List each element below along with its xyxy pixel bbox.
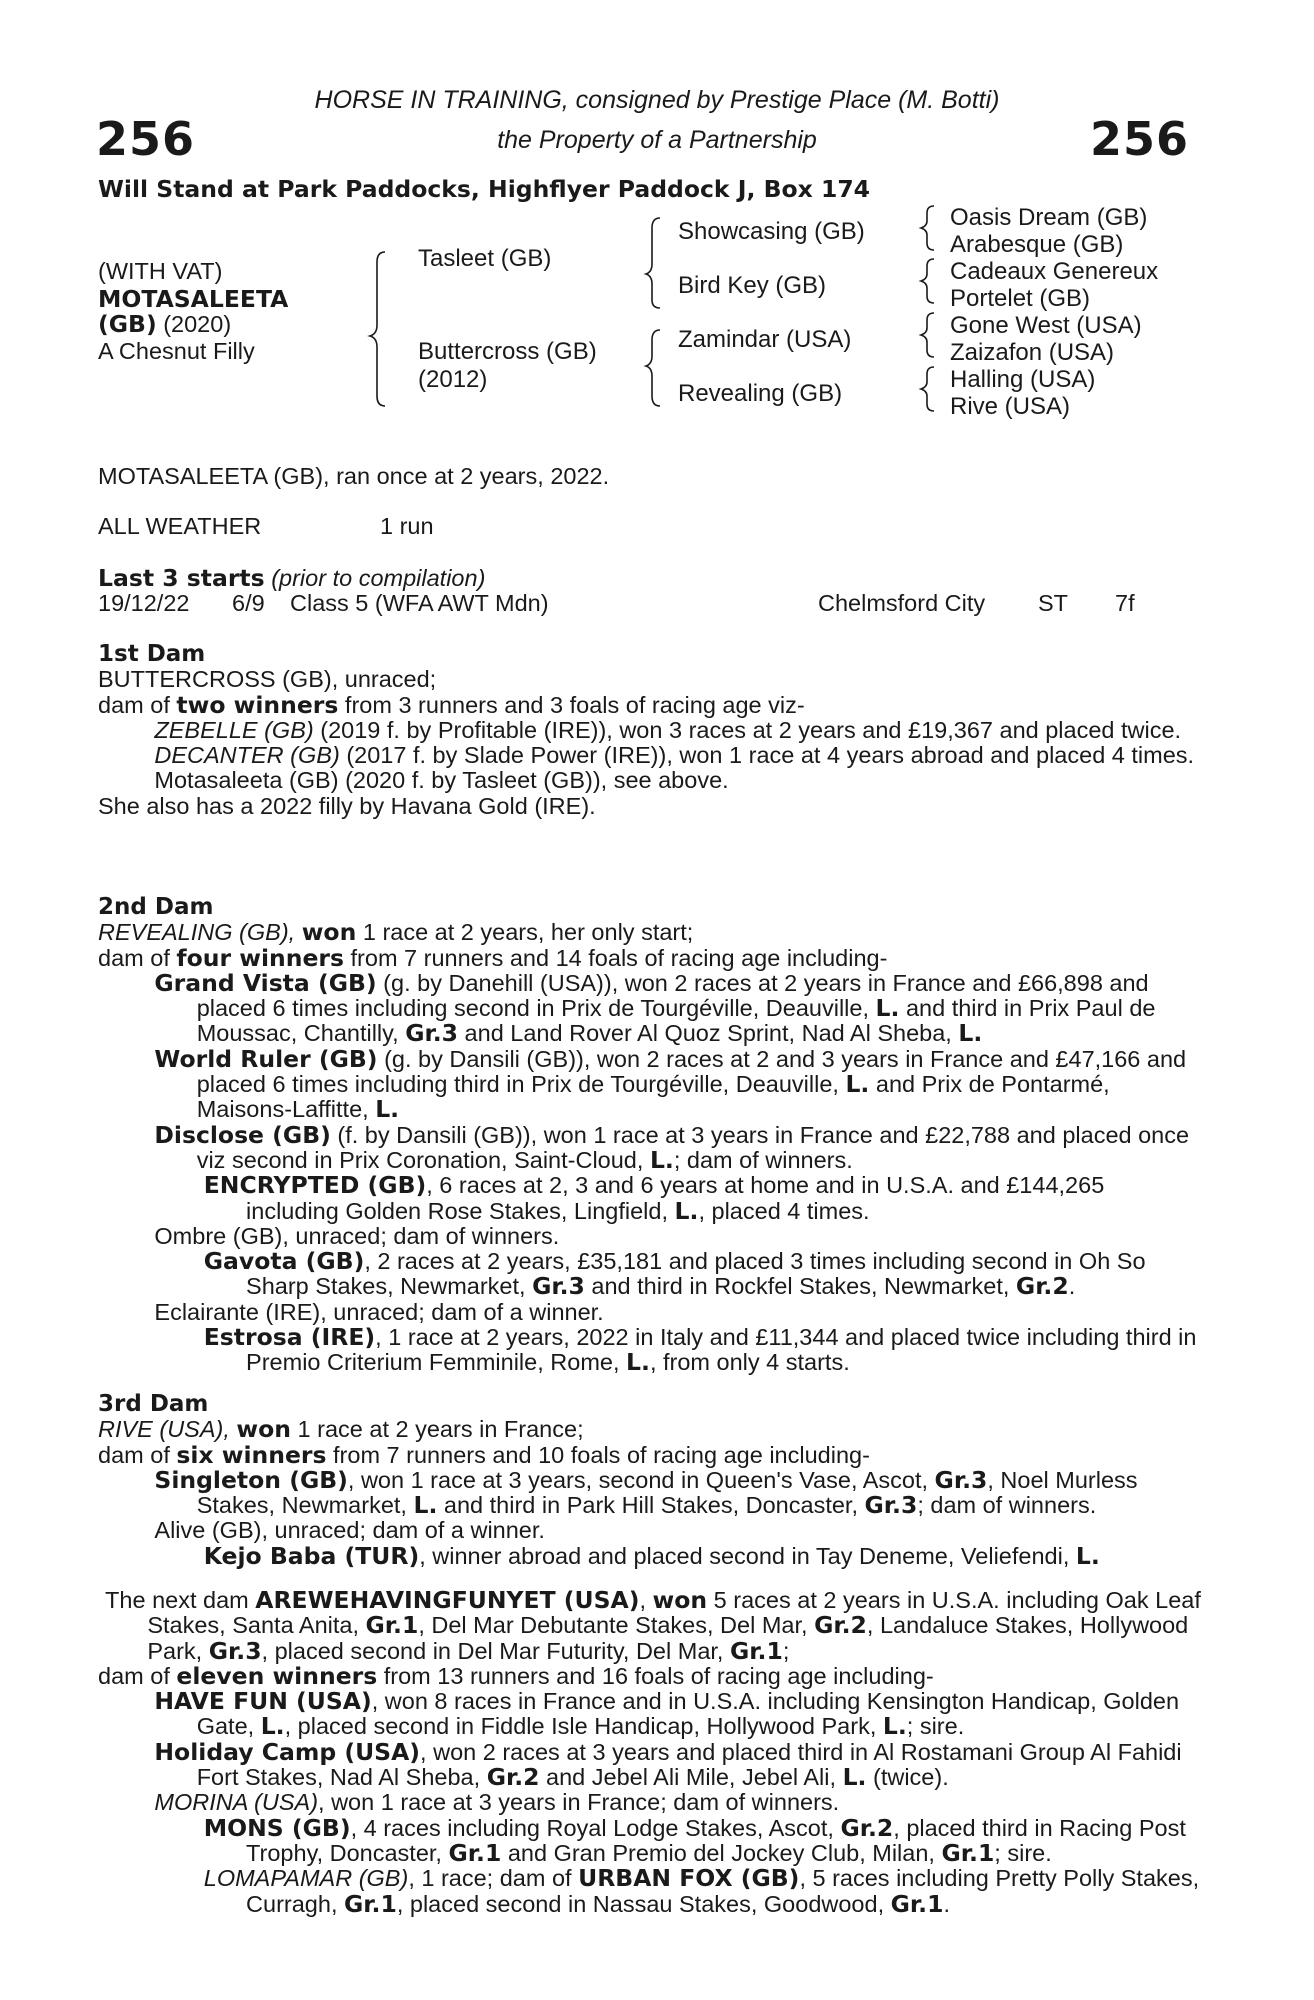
second-dam-title: 2nd Dam	[98, 894, 214, 920]
text-fragment: won	[236, 1415, 292, 1444]
text-fragment: , 6 races at 2, 3 and 6 years at home and in U.S.A. and £144,265 including Golden Rose Stakes, Lingfield,	[246, 1172, 1105, 1224]
text-fragment: AREWEHAVINGFUNYET (USA)	[255, 1586, 640, 1614]
text-fragment: Estrosa (IRE)	[203, 1323, 376, 1352]
text-fragment: , Landaluce Stakes, Hollywood Park,	[147, 1612, 1189, 1664]
text-fragment: ; dam of winners.	[917, 1492, 1097, 1519]
text-fragment: , 1 race; dam of	[408, 1865, 579, 1892]
progeny-motasaleeta: Motasaleeta (GB) (2020 f. by Tasleet (GB)), see above.	[154, 767, 729, 794]
text-fragment: L.	[875, 994, 900, 1023]
text-fragment: four winners	[176, 943, 344, 972]
second-dam-line	[98, 920, 1203, 945]
text-fragment: Gr.1	[730, 1636, 783, 1665]
horse-description: A Chesnut Filly	[98, 338, 255, 364]
pedigree-dam: Buttercross (GB)	[418, 338, 597, 365]
text-fragment: L.	[260, 1712, 285, 1741]
text-fragment: , 1 race at 2 years, 2022 in Italy and £11,344 and placed twice including third in Premio Criterium Femminile, Rome,	[246, 1324, 1197, 1376]
text-fragment: and third in Rockfel Stakes, Newmarket,	[584, 1273, 1016, 1300]
horse-country: (GB)	[98, 310, 157, 338]
text-fragment: and Prix de Pontarmé, Maisons-Laffitte,	[196, 1071, 1110, 1123]
consignor-line: HORSE IN TRAINING, consigned by Prestige Place (M. Botti)	[314, 86, 1000, 114]
third-dam-produce-line	[98, 1440, 1203, 1469]
text-fragment: dam of	[98, 944, 177, 971]
text-fragment: Gr.3	[934, 1465, 988, 1494]
surface-label: ALL WEATHER	[98, 513, 262, 539]
vat-note: (WITH VAT)	[98, 258, 223, 284]
text-fragment: , won 2 races at 3 years and placed third in Al Rostamani Group Al Fahidi Fort Stakes, Nad Al Sheba,	[196, 1738, 1182, 1791]
progeny-holiday-camp	[98, 1737, 1203, 1792]
text-fragment: and third in Park Hill Stakes, Doncaster,	[437, 1492, 865, 1519]
pedigree-g6: Zaizafon (USA)	[950, 339, 1115, 366]
second-dam-section	[98, 895, 1203, 1376]
progeny-world-ruler	[98, 1044, 1203, 1124]
start-going: ST	[1038, 590, 1069, 616]
text-fragment: Disclose (GB)	[154, 1120, 331, 1149]
pedigree-sire-sire: Showcasing (GB)	[678, 218, 865, 245]
text-fragment: Kejo Baba (TUR)	[203, 1541, 420, 1570]
text-fragment: eleven winners	[176, 1661, 378, 1690]
text-fragment: Gr.2	[486, 1763, 540, 1792]
text-fragment: and third in Prix Paul de Moussac, Chantilly,	[196, 995, 1156, 1047]
text-fragment: L.	[845, 1070, 870, 1099]
text-fragment: Gr.1	[344, 1889, 397, 1918]
text-fragment: Gavota (GB)	[203, 1247, 365, 1276]
third-dam-section	[98, 1392, 1203, 1569]
next-dam-section	[98, 1588, 1203, 1917]
text-fragment: , placed second in Del Mar Futurity, Del Mar,	[261, 1637, 730, 1664]
text-fragment: L.	[674, 1196, 699, 1225]
start-course: Chelmsford City	[818, 590, 986, 616]
text-fragment: Gr.3	[208, 1636, 262, 1665]
text-fragment: , winner abroad and placed second in Tay Deneme, Veliefendi,	[419, 1542, 1076, 1569]
text-fragment: won	[652, 1586, 708, 1614]
text-fragment: L.	[649, 1145, 674, 1174]
progeny-decanter	[98, 743, 1203, 768]
text-fragment: from 7 runners and 10 foals of racing age including-	[326, 1441, 870, 1468]
text-fragment: URBAN FOX (GB)	[578, 1864, 800, 1893]
text-fragment: Gr.2	[1015, 1272, 1069, 1301]
progeny-encrypted	[98, 1173, 1203, 1224]
text-fragment: , placed second in Fiddle Isle Handicap, Hollywood Park,	[284, 1713, 883, 1740]
text-fragment: , 5 races including Pretty Polly Stakes, Curragh,	[246, 1865, 1200, 1917]
text-fragment: and Jebel Ali Mile, Jebel Ali,	[539, 1764, 843, 1791]
text-fragment: Gr.1	[448, 1838, 502, 1867]
text-fragment: L.	[626, 1348, 650, 1377]
text-fragment: ,	[288, 919, 302, 946]
text-fragment: from 13 runners and 16 foals of racing age including-	[377, 1662, 934, 1689]
pedigree-g1: Oasis Dream (GB)	[950, 204, 1148, 231]
pedigree-g2: Arabesque (GB)	[950, 231, 1124, 258]
lot-number-left: 256	[96, 112, 196, 166]
text-fragment: six winners	[176, 1440, 327, 1469]
text-fragment: L.	[1075, 1541, 1100, 1570]
pedigree-dam-year: (2012)	[418, 366, 488, 393]
text-fragment: dam of	[98, 1441, 177, 1468]
lot-number-right: 256	[1090, 112, 1190, 166]
text-fragment: , won 1 race at 3 years, second in Queen's Vase, Ascot,	[347, 1466, 935, 1493]
text-fragment: World Ruler (GB)	[154, 1044, 378, 1073]
text-fragment: from 7 runners and 14 foals of racing age including-	[344, 944, 888, 971]
text-fragment: Gr.3	[405, 1019, 459, 1048]
text-fragment: ; dam of winners.	[673, 1146, 853, 1173]
text-fragment: Singleton (GB)	[154, 1465, 348, 1494]
text-fragment: and Land Rover Al Quoz Sprint, Nad Al Sheba,	[458, 1020, 959, 1047]
text-fragment: Grand Vista (GB)	[154, 968, 377, 997]
third-dam-title: 3rd Dam	[98, 1391, 209, 1417]
text-fragment: , placed 4 times.	[698, 1197, 870, 1224]
text-fragment: LOMAPAMAR (GB)	[203, 1865, 409, 1892]
last-starts-heading	[98, 566, 485, 592]
text-fragment: L.	[842, 1763, 867, 1792]
text-fragment: Gr.2	[814, 1611, 867, 1640]
horse-year: (2020)	[163, 311, 232, 337]
text-fragment: (2017 f. by Slade Power (IRE)), won 1 race at 4 years abroad and placed 4 times.	[339, 742, 1195, 769]
progeny-kejo-baba	[98, 1541, 1203, 1570]
pedigree-sire-dam: Bird Key (GB)	[678, 272, 827, 299]
text-fragment: Gr.2	[840, 1813, 894, 1842]
text-fragment: ; sire.	[994, 1839, 1052, 1866]
text-fragment: ,	[639, 1587, 653, 1613]
text-fragment: , Del Mar Debutante Stakes, Del Mar,	[418, 1612, 815, 1639]
text-fragment: L.	[413, 1491, 438, 1520]
progeny-have-fun	[98, 1689, 1203, 1740]
last-starts-title: Last 3 starts	[98, 564, 265, 592]
progeny-ombre: Ombre (GB), unraced; dam of winners.	[154, 1222, 560, 1249]
text-fragment: (2019 f. by Profitable (IRE)), won 3 races at 2 years and £19,367 and placed twice.	[313, 716, 1182, 743]
progeny-estrosa	[98, 1325, 1203, 1376]
progeny-grand-vista	[98, 968, 1203, 1048]
next-dam-line	[98, 1588, 1203, 1664]
first-dam-also: She also has a 2022 filly by Havana Gold (IRE).	[98, 792, 596, 819]
first-dam-line: BUTTERCROSS (GB), unraced;	[98, 666, 437, 693]
ownership-line: the Property of a Partnership	[497, 126, 817, 154]
pedigree-g8: Rive (USA)	[950, 393, 1071, 420]
start-position: 6/9	[232, 590, 265, 616]
progeny-disclose	[98, 1120, 1203, 1174]
first-dam-section	[98, 642, 1203, 819]
text-fragment: Gr.3	[532, 1272, 585, 1301]
text-fragment: Gr.1	[365, 1611, 419, 1640]
text-fragment: from 3 runners and 3 foals of racing age viz-	[338, 691, 805, 718]
text-fragment: (g. by Danehill (USA)), won 2 races at 2 years in France and £66,898 and placed 6 times including second in Prix de Tourgéville, Deauville,	[196, 969, 1149, 1022]
text-fragment: Gr.1	[941, 1838, 995, 1867]
text-fragment: 5 races at 2 years in U.S.A. including Oak Leaf Stakes, Santa Anita,	[147, 1587, 1201, 1639]
text-fragment: , 2 races at 2 years, £35,181 and placed 3 times including second in Oh So Sharp Stakes, Newmarket,	[246, 1248, 1146, 1300]
text-fragment: Gr.1	[890, 1889, 944, 1918]
text-fragment: , placed third in Racing Post Trophy, Doncaster,	[246, 1814, 1186, 1866]
progeny-singleton	[98, 1465, 1203, 1520]
text-fragment: dam of	[98, 691, 177, 718]
progeny-alive: Alive (GB), unraced; dam of a winner.	[154, 1517, 545, 1544]
progeny-mons	[98, 1813, 1203, 1867]
text-fragment: ;	[782, 1637, 790, 1664]
text-fragment: L.	[958, 1019, 983, 1048]
text-fragment: , placed second in Nassau Stakes, Goodwood,	[396, 1890, 891, 1917]
text-fragment: dam of	[98, 1662, 177, 1689]
text-fragment: ZEBELLE (GB)	[154, 716, 314, 743]
text-fragment: REVEALING (GB)	[98, 919, 289, 946]
surface-runs: 1 run	[380, 513, 434, 539]
race-summary: MOTASALEETA (GB), ran once at 2 years, 2022.	[98, 463, 610, 489]
text-fragment: (f. by Dansili (GB)), won 1 race at 3 years in France and £22,788 and placed once viz second in Prix Coronation, Saint-Cloud,	[196, 1121, 1190, 1173]
text-fragment: L.	[375, 1095, 400, 1124]
text-fragment: two winners	[176, 690, 339, 719]
text-fragment: , 4 races including Royal Lodge Stakes, Ascot,	[350, 1814, 841, 1841]
text-fragment: , from only 4 starts.	[649, 1349, 850, 1376]
text-fragment: L.	[882, 1712, 907, 1741]
start-distance: 7f	[1115, 590, 1135, 616]
progeny-morina	[98, 1790, 1203, 1815]
text-fragment: (g. by Dansili (GB)), won 2 races at 2 and 3 years in France and £47,166 and placed 6 times including third in Prix de Tourgéville, Deauville,	[196, 1045, 1187, 1098]
pedigree-dam-sire: Zamindar (USA)	[678, 326, 852, 353]
pedigree-g7: Halling (USA)	[950, 366, 1096, 393]
text-fragment: , won 1 race at 3 years in France; dam of winners.	[318, 1789, 840, 1816]
text-fragment: RIVE (USA)	[98, 1416, 224, 1443]
progeny-lomapamar	[98, 1866, 1203, 1917]
progeny-eclairante: Eclairante (IRE), unraced; dam of a winner.	[154, 1298, 604, 1325]
text-fragment: , won 8 races in France and in U.S.A. including Kensington Handicap, Golden Gate,	[196, 1688, 1180, 1740]
text-fragment: .	[1068, 1273, 1076, 1300]
start-race: Class 5 (WFA AWT Mdn)	[290, 590, 549, 616]
second-dam-produce-line	[98, 943, 1203, 972]
text-fragment: ,	[223, 1416, 237, 1443]
pedigree-g5: Gone West (USA)	[950, 312, 1142, 339]
text-fragment: 1 race at 2 years, her only start;	[356, 919, 694, 946]
first-dam-title: 1st Dam	[98, 641, 206, 667]
text-fragment: , Noel Murless Stakes, Newmarket,	[196, 1466, 1138, 1519]
pedigree-sire: Tasleet (GB)	[418, 245, 552, 272]
first-dam-produce-line	[98, 690, 1203, 719]
text-fragment: (twice).	[866, 1764, 949, 1791]
start-date: 19/12/22	[98, 590, 190, 616]
progeny-gavota	[98, 1249, 1203, 1300]
horse-name: MOTASALEETA	[98, 285, 289, 313]
text-fragment: Holiday Camp (USA)	[154, 1737, 421, 1766]
text-fragment: and Gran Premio del Jockey Club, Milan,	[501, 1839, 942, 1866]
text-fragment: HAVE FUN (USA)	[154, 1687, 372, 1716]
last-starts-note: (prior to compilation)	[271, 565, 486, 591]
pedigree-g3: Cadeaux Genereux	[950, 258, 1159, 285]
text-fragment: ENCRYPTED (GB)	[203, 1171, 427, 1200]
third-dam-line	[98, 1417, 1203, 1442]
text-fragment: 1 race at 2 years in France;	[291, 1416, 584, 1443]
progeny-zebelle	[98, 718, 1203, 743]
text-fragment: DECANTER (GB)	[154, 742, 340, 769]
text-fragment: Gr.3	[864, 1491, 918, 1520]
text-fragment: The next dam	[105, 1587, 256, 1613]
stand-location: Will Stand at Park Paddocks, Highflyer Paddock J, Box 174	[98, 175, 871, 203]
pedigree-g4: Portelet (GB)	[950, 285, 1091, 312]
text-fragment: MORINA (USA)	[154, 1789, 319, 1816]
text-fragment: .	[943, 1890, 950, 1917]
text-fragment: won	[301, 918, 357, 947]
next-dam-produce-line	[98, 1661, 1203, 1690]
text-fragment: ; sire.	[906, 1713, 965, 1740]
pedigree-dam-dam: Revealing (GB)	[678, 380, 843, 407]
text-fragment: MONS (GB)	[203, 1813, 351, 1842]
